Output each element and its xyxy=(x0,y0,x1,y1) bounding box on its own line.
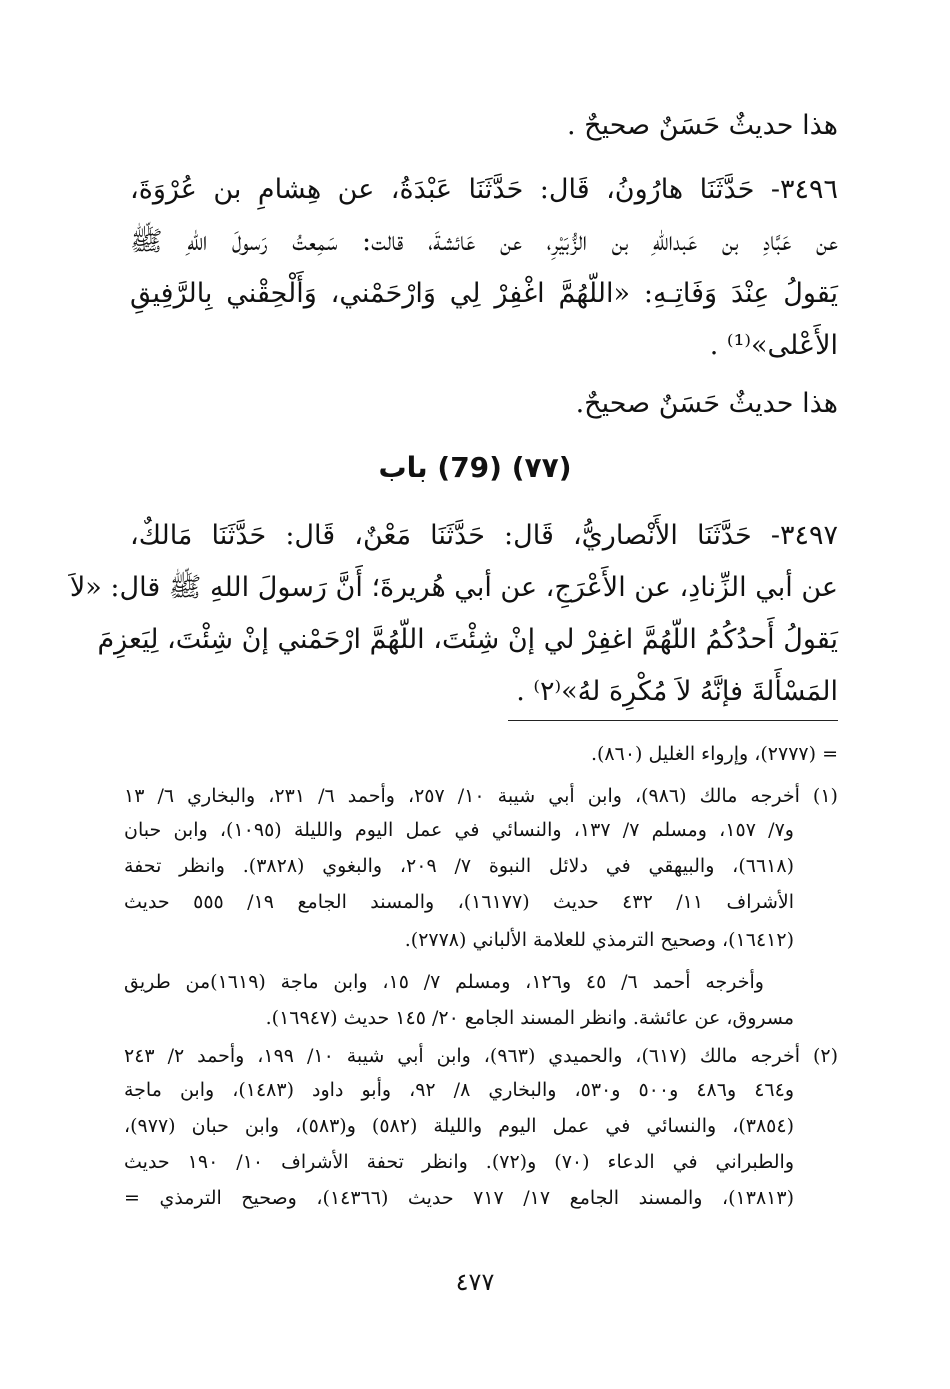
footnote-separator xyxy=(508,720,838,721)
hadith-line: يَقولُ عِنْدَ وَفَاتِـهِ: «اللّهُمَّ اغْفِرْ لِي وَارْحَمْني، وَأَلْحِقْني بِالرَّفِيقِ xyxy=(130,278,838,309)
footnote-line: و٤٦٤ و٤٨٦ و٥٠٠ و٥٣٠، والبخاري ٨/ ٩٢، وأبو داود (١٤٨٣)، وابن ماجة xyxy=(124,1079,794,1101)
footnote-line: (١٣٨١٣)، والمسند الجامع ١٧/ ٧١٧ حديث (١٤٣٦٦)، وصحيح الترمذي = xyxy=(124,1187,794,1209)
text-line: هذا حديثٌ حَسَنٌ صحيحٌ . xyxy=(567,110,838,141)
footnote-line: الأشراف ١١/ ٤٣٢ حديث (١٦١٧٧)، والمسند الجامع ١٩/ ٥٥٥ حديث xyxy=(124,891,794,913)
footnote-line: وأخرجه أحمد ٦/ ٤٥ و١٢٦، ومسلم ٧/ ١٥، وابن ماجة (١٦١٩)من طريق xyxy=(124,971,764,993)
footnote-line: مسروق، عن عائشة. وانظر المسند الجامع ٢٠/ ١٤٥ حديث (١٦٩٤٧). xyxy=(265,1007,794,1029)
footnote-line: والطبراني في الدعاء (٧٠) و(٧٢). وانظر تحفة الأشراف ١٠/ ١٩٠ حديث xyxy=(124,1151,794,1173)
chapter-heading: (٧٧) (79) باب xyxy=(378,451,572,484)
hadith-line: ٣٤٩٧- حَدَّثَنَا الأَنْصاريُّ، قَال: حَدَّثَنَا مَعْنٌ، قَال: حَدَّثَنَا مَالكٌ، xyxy=(130,520,838,551)
footnote-line: (٢) أخرجه مالك (٦١٧)، والحميدي (٩٦٣)، وابن أبي شيبة ١٠/ ١٩٩، وأحمد ٢/ ٢٤٣ xyxy=(124,1045,838,1067)
hadith-line: المَسْأَلةَ فإنَّهُ لاَ مُكْرِهَ لهُ»⁽٢⁾ . xyxy=(516,676,838,707)
hadith-line: ٣٤٩٦- حَدَّثَنَا هارُونُ، قَال: حَدَّثَنَا عَبْدَةُ، عن هِشامِ بن عُرْوَةَ، xyxy=(130,174,838,205)
hadith-line: الأَعْلى»⁽¹⁾ . xyxy=(709,330,838,361)
hadith-line: عن أبي الزِّنادِ، عن الأَعْرَجِ، عن أبي هُريرةَ؛ أَنَّ رَسولَ اللهِ ﷺ قال: «لاَ xyxy=(69,572,838,603)
footnote-line: (٦٦١٨)، والبيهقي في دلائل النبوة ٧/ ٢٠٩، والبغوي (٣٨٢٨). وانظر تحفة xyxy=(124,855,794,877)
footnote-line: (١٦٤١٢)، وصحيح الترمذي للعلامة الألباني (٢٧٧٨). xyxy=(404,929,794,951)
footnote-line: (٣٨٥٤)، والنسائي في عمل اليوم والليلة (٥٨٢) و(٥٨٣)، وابن حبان (٩٧٧)، xyxy=(124,1115,794,1137)
page-number: ٤٧٧ xyxy=(455,1268,495,1296)
hadith-line: عن عَبَّادِ بن عَبداللهِ بن الزُّبَيْرِ، عن عَائشةَ، قالت: سَمِعتُ رَسولَ اللهِ ﷺ xyxy=(130,226,838,257)
footnote-line: = (٢٧٧٧)، وإرواء الغليل (٨٦٠). xyxy=(590,743,838,765)
footnote-line: و٧/ ١٥٧، ومسلم ٧/ ١٣٧، والنسائي في عمل اليوم والليلة (١٠٩٥)، وابن حبان xyxy=(124,819,794,841)
text-line: هذا حديثٌ حَسَنٌ صحيحٌ. xyxy=(575,388,838,419)
hadith-line: يَقولُ أَحدُكُمُ اللّهُمَّ اغفِرْ لي إنْ شِئْتَ، اللّهُمَّ ارْحَمْني إنْ شِئْتَ، لِيَعزِمَ xyxy=(97,624,838,655)
footnote-line: (١) أخرجه مالك (٩٨٦)، وابن أبي شيبة ١٠/ ٢٥٧، وأحمد ٦/ ٢٣١، والبخاري ٦/ ١٣ xyxy=(124,785,838,807)
